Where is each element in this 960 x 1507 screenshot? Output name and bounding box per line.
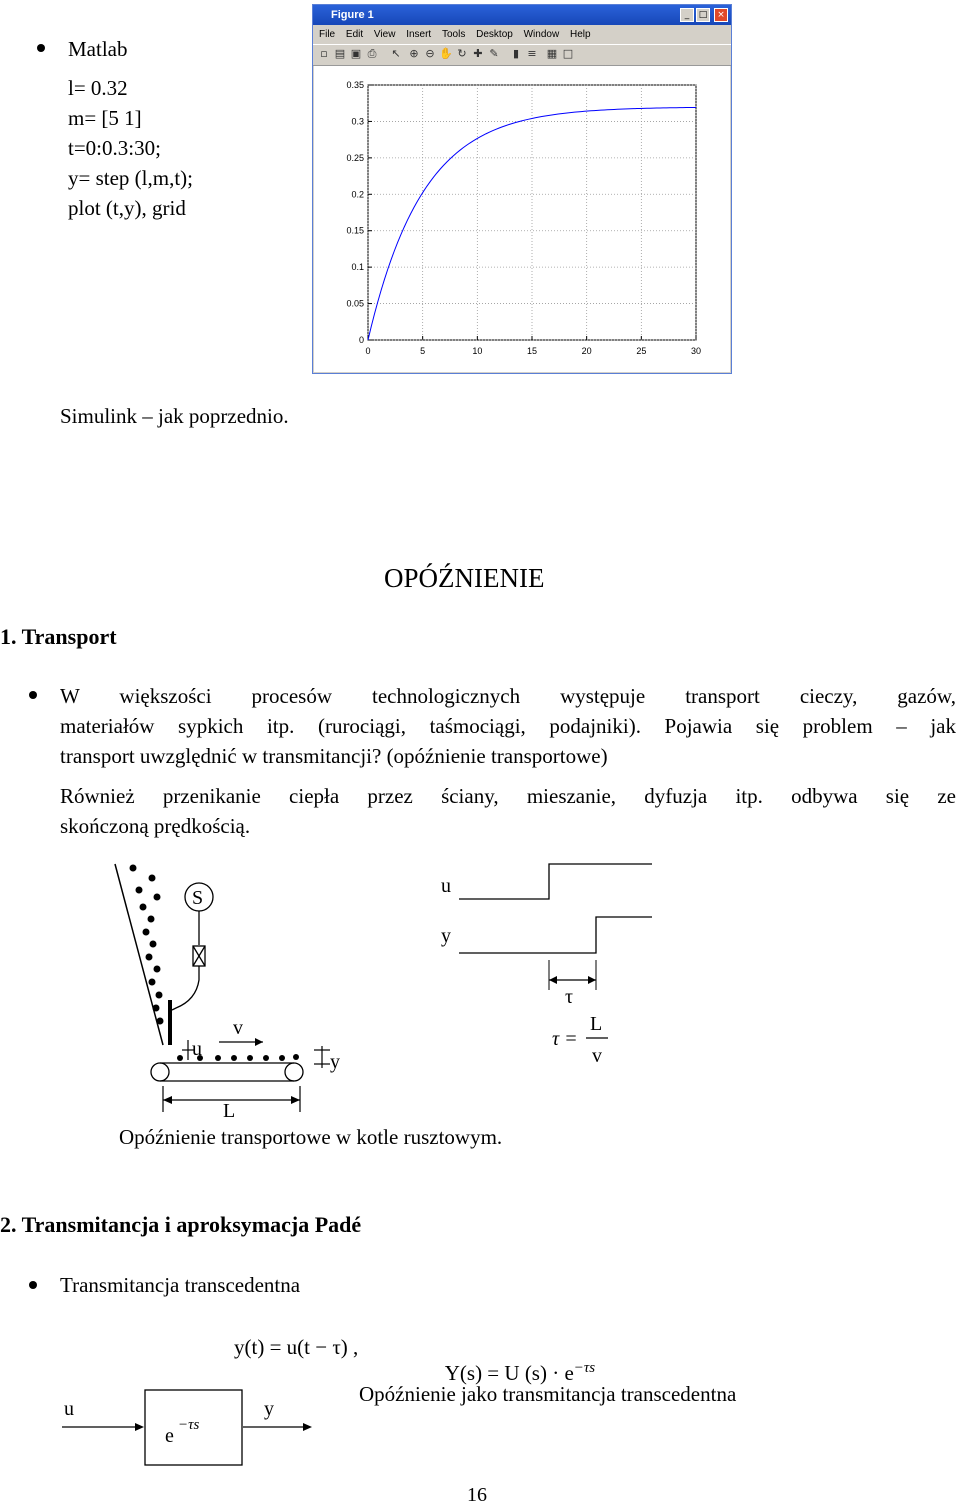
save-icon[interactable]: ▣ [350, 47, 362, 60]
brush-icon[interactable]: ✎ [489, 47, 499, 60]
pan-icon[interactable]: ✋ [439, 47, 453, 60]
step-response-chart [314, 66, 732, 373]
equation-laplace-body: Y(s) = U (s) · e [444, 1361, 574, 1385]
code-line: m= [5 1] [68, 106, 142, 130]
matlab-code [68, 73, 193, 223]
diagram-caption: Opóźnienie transportowe w kotle rusztowym. [119, 1125, 503, 1149]
text-line: Również przenikanie ciepła przez ściany, mieszanie, dyfuzja itp. odbywa się ze [60, 784, 956, 808]
formula-denominator: v [592, 1045, 602, 1067]
print-icon[interactable]: ⎙ [367, 47, 377, 60]
transport-heading: 1. Transport [0, 624, 117, 649]
menu-window[interactable]: Window [523, 29, 560, 40]
code-line: plot (t,y), grid [68, 196, 186, 220]
zoom-in-icon[interactable]: ⊕ [409, 47, 419, 60]
text-line: W większości procesów technologicznych występuje transport cieczy, gazów, [60, 684, 956, 708]
code-line: t=0:0.3:30; [68, 136, 161, 160]
label-v: v [233, 1017, 243, 1039]
datacursor-icon[interactable]: ✚ [473, 47, 483, 60]
coal-particles [130, 865, 164, 1025]
menu-file[interactable]: File [319, 29, 336, 40]
formula-numerator: L [590, 1013, 603, 1035]
conveyor-diagram [0, 850, 960, 1150]
conveyor-roller-left [151, 1063, 169, 1081]
y-tick-label: 0.1 [351, 262, 364, 273]
close-button[interactable]: × [714, 8, 728, 22]
arrow-icon[interactable]: ↖ [391, 47, 401, 60]
menu-tools[interactable]: Tools [442, 29, 466, 40]
y-tick-label: 0.05 [346, 298, 364, 309]
rotate-icon[interactable]: ↻ [457, 47, 467, 60]
figure-title-bar [313, 5, 731, 25]
menu-help[interactable]: Help [569, 29, 591, 40]
maximize-button[interactable]: □ [696, 8, 710, 22]
menu-view[interactable]: View [373, 29, 396, 40]
text-line: materiałów sypkich itp. (rurociągi, taśmociągi, podajniki). Pojawia się problem – jak [60, 714, 956, 738]
tau-formula: τ = [552, 1028, 578, 1050]
code-line: y= step (l,m,t); [68, 166, 193, 190]
matlab-figure-window [312, 4, 732, 374]
minimize-button[interactable]: _ [680, 8, 694, 22]
label-u: u [192, 1038, 202, 1060]
bullet-dot [29, 1281, 37, 1289]
new-icon[interactable]: ▫ [320, 47, 328, 60]
colorbar-icon[interactable]: ▮ [512, 47, 520, 60]
conveyor-roller-right [285, 1063, 303, 1081]
y-tick-label: 0.15 [346, 225, 364, 236]
block-exponent: −τs [178, 1417, 200, 1433]
signal-y-step [459, 917, 652, 953]
tau-label: τ [565, 986, 574, 1008]
square-icon[interactable]: □ [562, 47, 574, 60]
text-line: transport uwzględnić w transmitancji? (opóźnienie transportowe) [60, 744, 608, 768]
signal-y-label: y [441, 925, 451, 947]
x-tick-label: 0 [365, 346, 371, 356]
y-tick-label: 0.35 [346, 80, 364, 90]
transport-paragraph-2 [60, 781, 956, 841]
plot-area [314, 66, 730, 372]
grid-icon[interactable]: ▦ [546, 47, 558, 60]
block-input-label: u [64, 1398, 74, 1420]
code-line: l= 0.32 [68, 76, 128, 100]
equation-time: y(t) = u(t − τ) , [234, 1335, 359, 1359]
simulink-note: Simulink – jak poprzednio. [60, 404, 289, 428]
sensor-label: S [192, 887, 204, 909]
delay-block-diagram [50, 1385, 380, 1495]
x-tick-label: 25 [636, 346, 647, 356]
pade-bullet-text: Transmitancja transcedentna [60, 1273, 301, 1297]
equation-exponent: −τs [573, 1360, 596, 1376]
menu-desktop[interactable]: Desktop [476, 29, 513, 40]
y-tick-label: 0.2 [351, 189, 364, 200]
block-base: e [165, 1425, 174, 1447]
transport-paragraph-1 [60, 681, 956, 771]
x-tick-label: 30 [690, 346, 702, 356]
page-number: 16 [467, 1484, 487, 1506]
x-tick-label: 20 [581, 346, 592, 356]
menu-insert[interactable]: Insert [406, 29, 432, 40]
signal-u-step [459, 864, 652, 899]
y-tick-label: 0.25 [346, 152, 364, 163]
figure-menu-bar [313, 26, 731, 44]
legend-icon[interactable]: ≡ [527, 47, 537, 60]
figure-toolbar [313, 44, 731, 66]
bullet-dot [37, 44, 45, 52]
signal-u-label: u [441, 875, 451, 897]
block-caption: Opóźnienie jako transmitancja transcedentna [359, 1382, 737, 1406]
pade-heading: 2. Transmitancja i aproksymacja Padé [0, 1212, 362, 1237]
text-line: skończoną prędkością. [60, 814, 251, 838]
section-title: OPÓŹNIENIE [384, 563, 545, 593]
label-y: y [330, 1051, 340, 1073]
x-tick-label: 10 [472, 346, 483, 356]
x-tick-label: 5 [420, 346, 426, 356]
zoom-out-icon[interactable]: ⊖ [425, 47, 435, 60]
menu-edit[interactable]: Edit [345, 29, 364, 40]
figure-title: Figure 1 [331, 9, 374, 21]
label-L: L [223, 1100, 236, 1122]
matlab-heading: Matlab [68, 37, 128, 61]
bullet-dot [29, 691, 37, 699]
y-tick-label: 0 [358, 335, 364, 345]
x-tick-label: 15 [526, 346, 538, 356]
y-tick-label: 0.3 [351, 116, 364, 127]
block-output-label: y [264, 1398, 274, 1420]
open-icon[interactable]: ▤ [334, 47, 346, 60]
